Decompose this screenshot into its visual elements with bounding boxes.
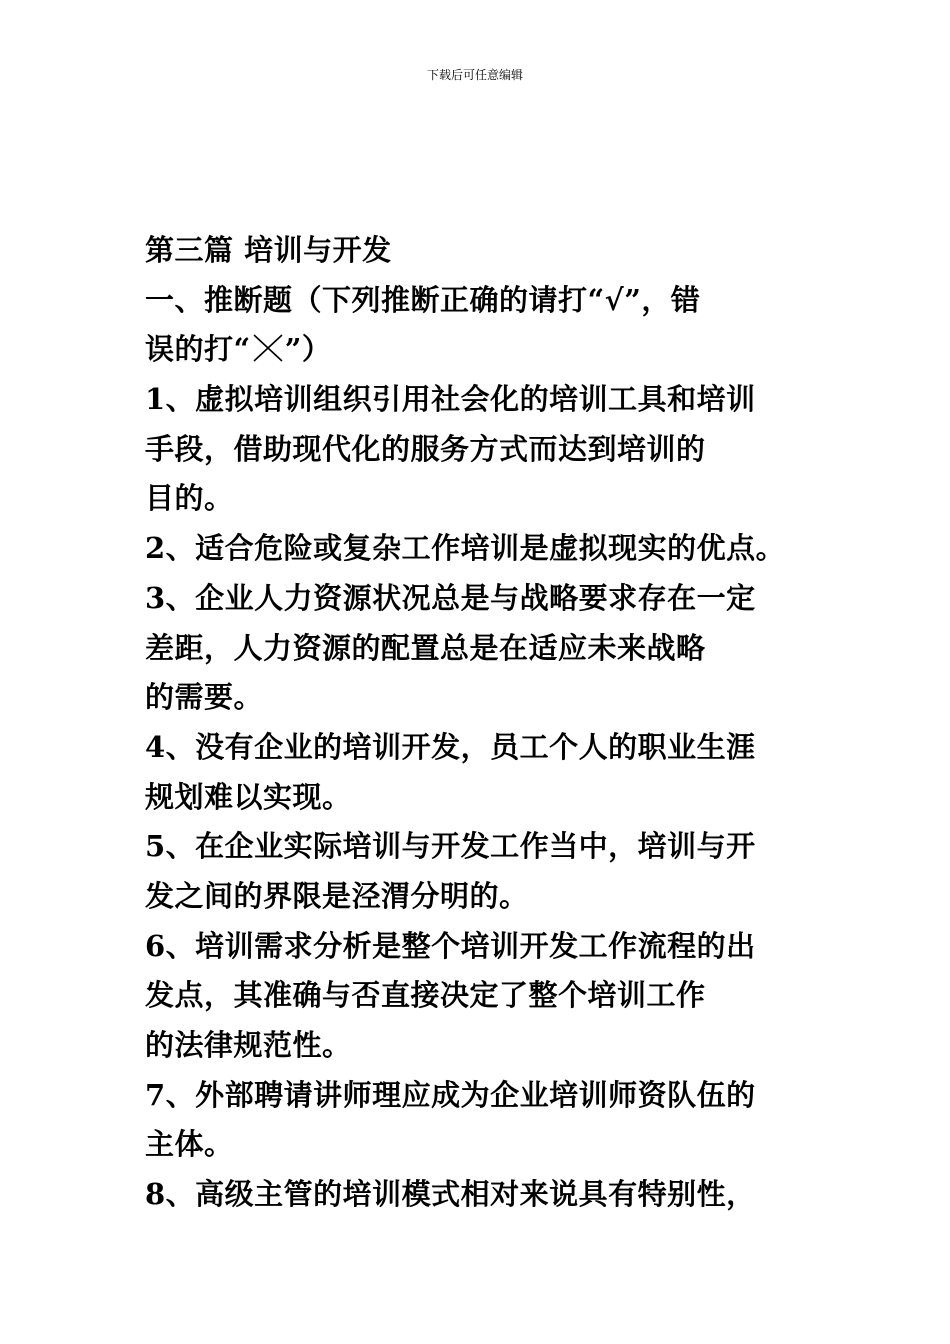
heading-text-before-cross: 误的打“	[145, 332, 251, 367]
section-title: 第三篇 培训与开发	[145, 233, 392, 267]
item-3-line-3: 的需要。	[145, 680, 264, 715]
item-8-line-1: 8、高级主管的培训模式相对来说具有特别性，	[145, 1177, 756, 1212]
item-6-line-1: 6、培训需求分析是整个培训开发工作流程的出	[145, 928, 756, 963]
item-6-line-2: 发点，其准确与否直接决定了整个培训工作	[145, 978, 706, 1013]
item-1-line-2: 手段，借助现代化的服务方式而达到培训的	[145, 431, 706, 466]
item-2-line-1: 2、适合危险或复杂工作培训是虚拟现实的优点。	[145, 531, 786, 566]
item-7-line-1: 7、外部聘请讲师理应成为企业培训师资队伍的	[145, 1077, 756, 1112]
cross-mark-icon	[251, 333, 285, 363]
header-note: 下载后可任意编辑	[426, 68, 523, 82]
item-5-line-1: 5、在企业实际培训与开发工作当中，培训与开	[145, 829, 756, 864]
item-7-line-2: 主体。	[145, 1127, 234, 1162]
item-3-line-1: 3、企业人力资源状况总是与战略要求存在一定	[145, 580, 756, 615]
item-1-line-3: 目的。	[145, 481, 234, 516]
question-heading-line-2	[145, 325, 825, 375]
heading-text-after-cross: ”）	[284, 332, 332, 367]
item-4-line-2: 规划难以实现。	[145, 779, 352, 814]
question-heading-line-1: 一、推断题（下列推断正确的请打“√”，错	[145, 282, 701, 317]
item-6-line-3: 的法律规范性。	[145, 1028, 352, 1062]
item-1-line-1: 1、虚拟培训组织引用社会化的培训工具和培训	[145, 382, 756, 417]
item-3-line-2: 差距，人力资源的配置总是在适应未来战略	[145, 630, 706, 665]
document-body	[145, 226, 825, 1220]
item-4-line-1: 4、没有企业的培训开发，员工个人的职业生涯	[145, 729, 756, 764]
item-5-line-2: 发之间的界限是泾渭分明的。	[145, 878, 529, 913]
